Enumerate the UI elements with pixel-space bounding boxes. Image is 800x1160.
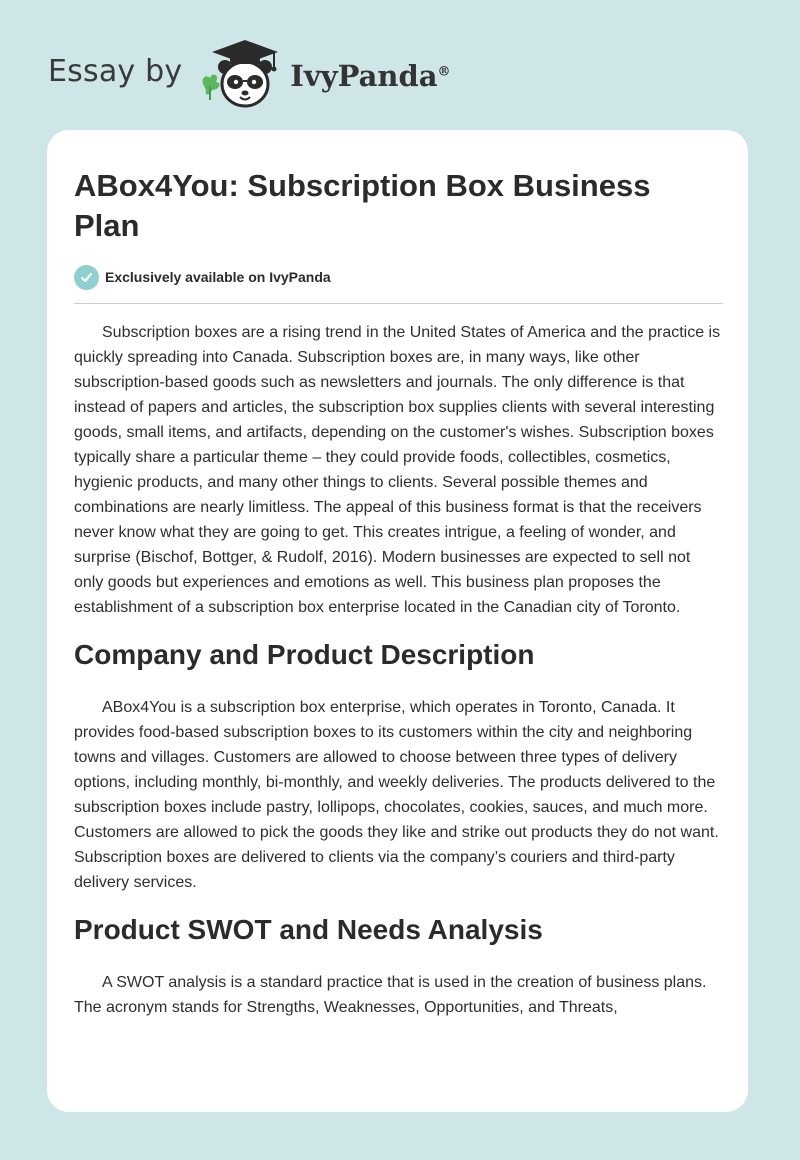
section-heading-company: Company and Product Description [74,639,535,670]
essay-body [74,320,724,1020]
page-title: ABox4You: Subscription Box Business Plan [74,168,651,243]
section-paragraph-company: ABox4You is a subscription box enterprise, which operates in Toronto, Canada. It provides food-based subscription boxes to its customers within the city and neighboring towns and villages. Customers are allowed to choose between three types of delivery options, including monthly, bi-monthly, and weekly deliveries. The products delivered to the subscription boxes include pastry, lollipops, chocolates, cookies, sauces, and much more. Customers are allowed to pick the goods they like and strike out products they do not want. Subscription boxes are delivered to clients via the company’s couriers and third-party delivery services. [74,699,719,891]
divider [74,303,723,304]
exclusive-badge [74,264,331,290]
brand-name: IvyPanda® [290,59,451,93]
essay-card [47,130,748,1112]
section-paragraph-swot: A SWOT analysis is a standard practice that is used in the creation of business plans. The acronym stands for Strengths, Weaknesses, Opportunities, and Threats, [74,974,707,1016]
site-logo[interactable] [48,34,451,114]
check-circle-icon [74,265,99,290]
section-heading-swot: Product SWOT and Needs Analysis [74,914,543,945]
intro-paragraph: Subscription boxes are a rising trend in the United States of America and the practice is quickly spreading into Canada. Subscription boxes are, in many ways, like other subscription-based goods such as newsletters and journals. The only difference is that instead of papers and articles, the subscription box supplies clients with several interesting goods, small items, and artifacts, depending on the customer's wishes. Subscription boxes typically share a particular theme – they could provide foods, collectibles, cosmetics, hygienic products, and many other things to clients. Several possible themes and combinations are nearly limitless. The appeal of this business format is that the receivers never know what they are going to get. This creates intrigue, a feeling of wonder, and surprise (Bischof, Bottger, & Rudolf, 2016). Modern businesses are expected to sell not only goods but experiences and emotions as well. This business plan proposes the establishment of a subscription box enterprise located in the Canadian city of Toronto. [74,324,721,616]
brand-prefix: Essay by [48,53,183,89]
panda-logo-icon [198,34,284,114]
exclusive-label: Exclusively available on IvyPanda [105,269,331,285]
